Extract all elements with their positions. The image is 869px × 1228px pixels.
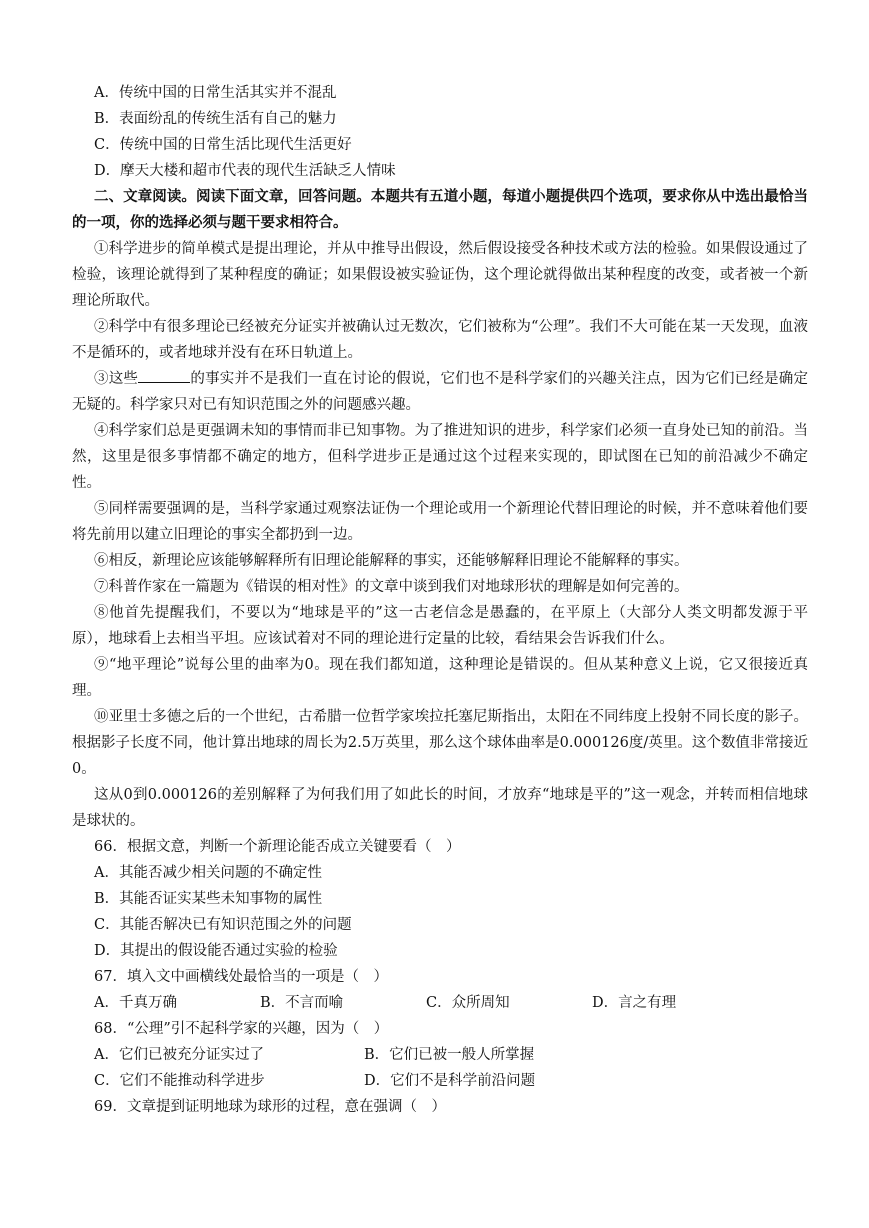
question-66-option-d[interactable]: D．其提出的假设能否通过实验的检验 xyxy=(94,943,338,959)
question-68-stem: 68．“公理”引不起科学家的兴趣，因为（ ） xyxy=(94,1021,389,1037)
question-67-stem: 67．填入文中画横线处最恰当的一项是（ ） xyxy=(94,969,388,985)
prev-option-c: C．传统中国的日常生活比现代生活更好 xyxy=(94,137,352,153)
question-66-stem: 66．根据文意，判断一个新理论能否成立关键要看（ ） xyxy=(94,839,461,855)
paragraph-3-rest: 的事实并不是我们一直在讨论的假说，它们也不是科学家们的兴趣关注点，因为它们已经是确定无疑的。科学家只对已有知识范围之外的问题感兴趣。 xyxy=(72,371,809,413)
prev-option-d: D．摩天大楼和超市代表的现代生活缺乏人情味 xyxy=(94,163,396,179)
question-66-option-c[interactable]: C．其能否解决已有知识范围之外的问题 xyxy=(94,917,352,933)
paragraph-11: 这从0到0.000126的差别解释了为何我们用了如此长的时间，才放弃“地球是平的”这一观念，并转而相信地球是球状的。 xyxy=(72,787,808,829)
question-67-options xyxy=(72,990,808,1016)
question-68-option-b[interactable]: B．它们已被一般人所掌握 xyxy=(364,1047,535,1063)
paragraph-6: ⑥相反，新理论应该能够解释所有旧理论能解释的事实，还能够解释旧理论不能解释的事实。 xyxy=(94,553,689,569)
paragraph-8: ⑧他首先提醒我们，不要以为“地球是平的”这一古老信念是愚蠢的，在平原上（大部分人类文明都发源于平原），地球看上去相当平坦。应该试着对不同的理论进行定量的比较，看结果会告诉我们什么。 xyxy=(72,605,808,647)
question-67-option-b[interactable]: B．不言而喻 xyxy=(260,995,344,1011)
prev-option-a: A．传统中国的日常生活其实并不混乱 xyxy=(94,85,337,101)
question-67-option-a[interactable]: A．千真万确 xyxy=(94,995,177,1011)
exam-page xyxy=(72,80,808,1120)
paragraph-3-start: ③这些 xyxy=(94,371,139,387)
paragraph-7: ⑦科普作家在一篇题为《错误的相对性》的文章中谈到我们对地球形状的理解是如何完善的。 xyxy=(94,579,689,595)
question-68-option-c[interactable]: C．它们不能推动科学进步 xyxy=(94,1073,265,1089)
question-66-option-a[interactable]: A．其能否减少相关问题的不确定性 xyxy=(94,865,322,881)
question-67-option-c[interactable]: C．众所周知 xyxy=(426,995,510,1011)
fill-in-blank xyxy=(138,366,190,383)
question-67-option-d[interactable]: D．言之有理 xyxy=(592,995,677,1011)
question-68-option-a[interactable]: A．它们已被充分证实过了 xyxy=(94,1047,264,1063)
question-68-options-row-1 xyxy=(72,1042,808,1068)
section-heading: 二、文章阅读。阅读下面文章，回答问题。本题共有五道小题，每道小题提供四个选项，要求你从中选出最恰当的一项，你的选择必须与题干要求相符合。 xyxy=(72,189,808,231)
prev-option-b: B．表面纷乱的传统生活有自己的魅力 xyxy=(94,111,337,127)
paragraph-9: ⑨“地平理论”说每公里的曲率为0。现在我们都知道，这种理论是错误的。但从某种意义上说，它又很接近真理。 xyxy=(72,657,808,699)
paragraph-10: ⑩亚里士多德之后的一个世纪，古希腊一位哲学家埃拉托塞尼斯指出，太阳在不同纬度上投射不同长度的影子。根据影子长度不同，他计算出地球的周长为2.5万英里，那么这个球体曲率是0.000126度/英里。这个数值非常接近0。 xyxy=(72,709,808,777)
paragraph-4: ④科学家们总是更强调未知的事情而非已知事物。为了推进知识的进步，科学家们必须一直身处已知的前沿。当然，这里是很多事情都不确定的地方，但科学进步正是通过这个过程来实现的，即试图在已知的前沿减少不确定性。 xyxy=(72,423,808,491)
question-66-option-b[interactable]: B．其能否证实某些未知事物的属性 xyxy=(94,891,323,907)
question-68-options-row-2 xyxy=(72,1068,808,1094)
paragraph-5: ⑤同样需要强调的是，当科学家通过观察法证伪一个理论或用一个新理论代替旧理论的时候，并不意味着他们要将先前用以建立旧理论的事实全都扔到一边。 xyxy=(72,501,808,543)
question-69-stem: 69．文章提到证明地球为球形的过程，意在强调（ ） xyxy=(94,1099,446,1115)
paragraph-1: ①科学进步的简单模式是提出理论，并从中推导出假设，然后假设接受各种技术或方法的检验。如果假设通过了检验，该理论就得到了某种程度的确证；如果假设被实验证伪，这个理论就得做出某种程度的改变，或者被一个新理论所取代。 xyxy=(72,241,808,309)
paragraph-2: ②科学中有很多理论已经被充分证实并被确认过无数次，它们被称为“公理”。我们不大可能在某一天发现，血液不是循环的，或者地球并没有在环日轨道上。 xyxy=(72,319,808,361)
paragraph-3 xyxy=(72,366,808,418)
question-68-option-d[interactable]: D．它们不是科学前沿问题 xyxy=(364,1073,536,1089)
